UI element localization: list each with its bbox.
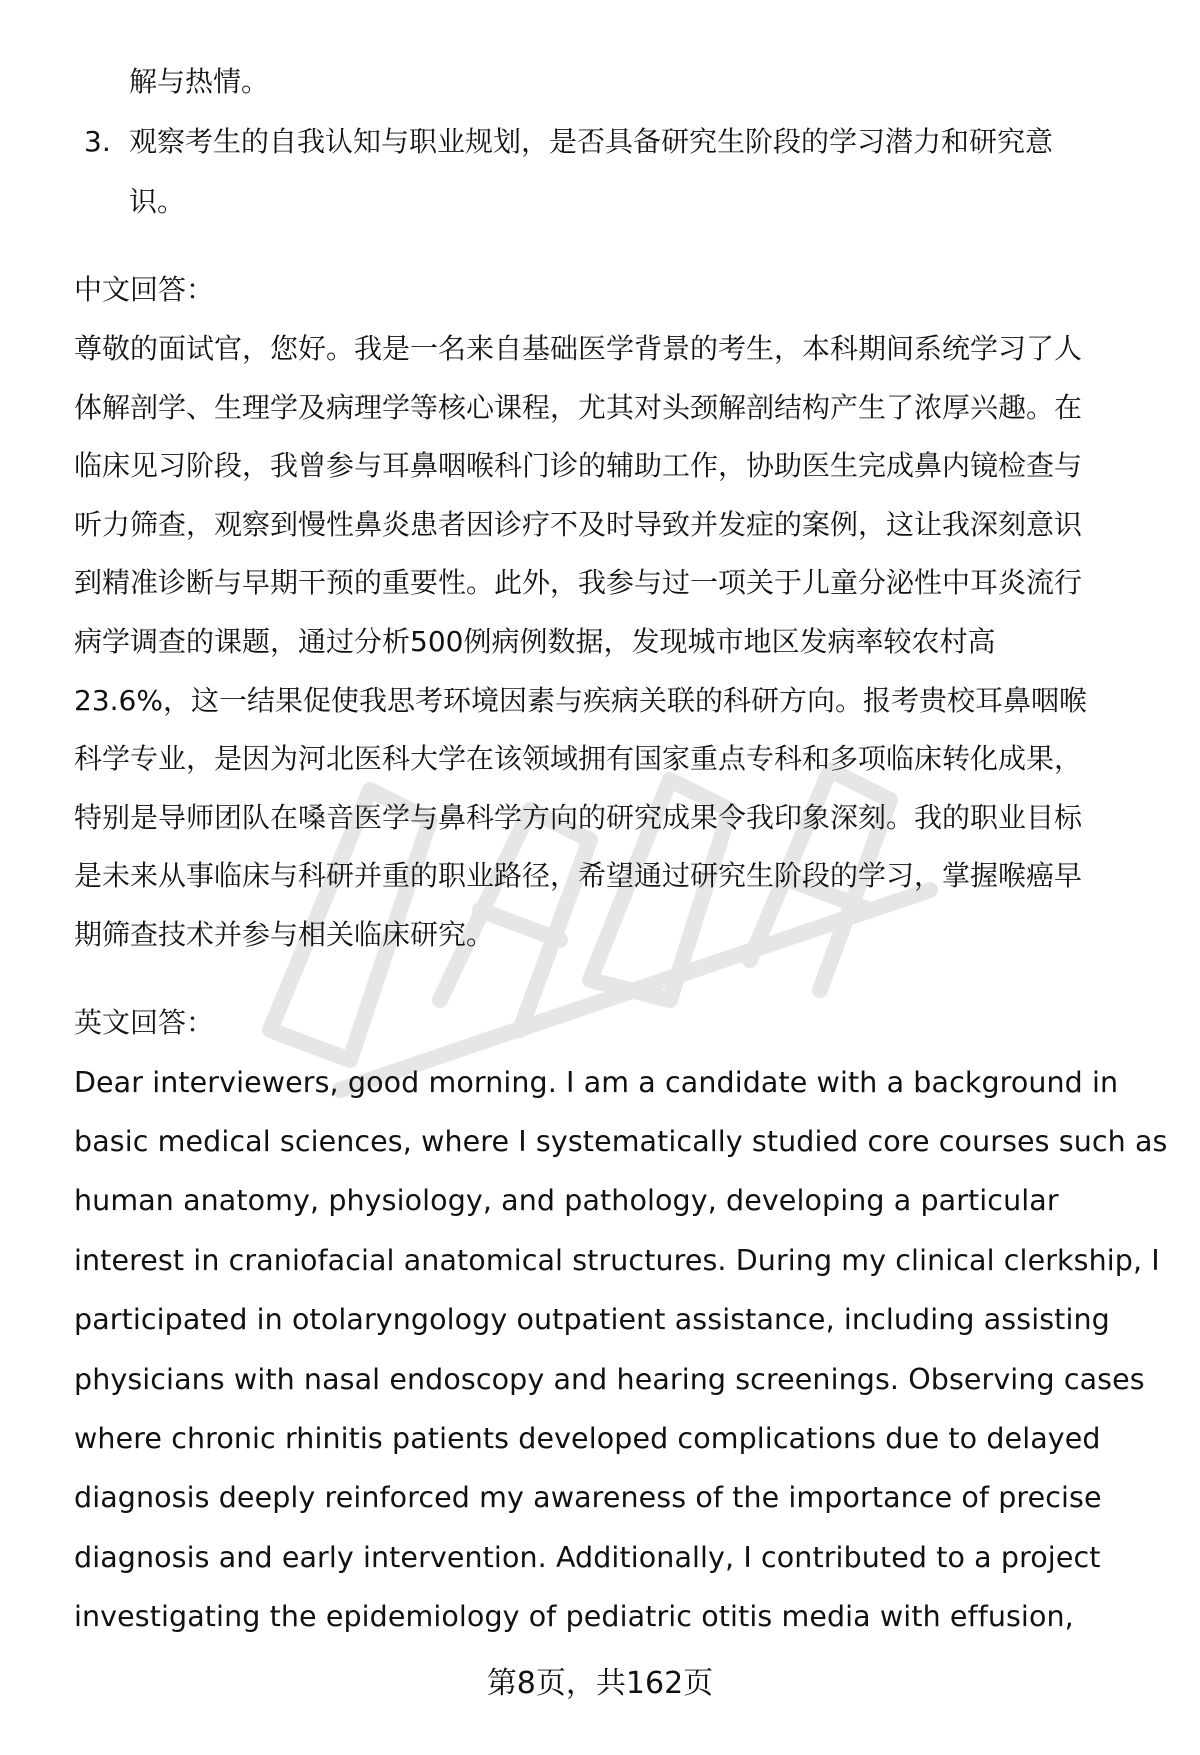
list-item-2-continuation: 解与热情。 [129,65,270,98]
paragraph-line: interest in craniofacial anatomical structures. During my clinical clerkship, I [74,1243,1160,1277]
list-item-text-line: 识。 [129,185,186,218]
paragraph-line: human anatomy, physiology, and pathology, developing a particular [74,1184,1059,1218]
paragraph-line: 听力筛查，观察到慢性鼻炎患者因诊疗不及时导致并发症的案例，这让我深刻意识 [74,507,1083,541]
paragraph-line: diagnosis deeply reinforced my awareness of the importance of precise [74,1481,1102,1515]
paragraph-line: investigating the epidemiology of pediatric otitis media with effusion, [74,1600,1074,1634]
list-item-text-line: 观察考生的自我认知与职业规划，是否具备研究生阶段的学习潜力和研究意 [129,125,1054,158]
paragraph-line: 特别是导师团队在嗓音医学与鼻科学方向的研究成果令我印象深刻。我的职业目标 [74,800,1083,834]
paragraph-line: 科学专业，是因为河北医科大学在该领域拥有国家重点专科和多项临床转化成果， [74,742,1083,776]
chinese-answer-paragraph [74,320,1134,965]
paragraph-line: 体解剖学、生理学及病理学等核心课程，尤其对头颈解剖结构产生了浓厚兴趣。在 [74,390,1083,424]
paragraph-line: diagnosis and early intervention. Additionally, I contributed to a project [74,1540,1101,1574]
chinese-answer-label: 中文回答： [74,273,215,306]
list-item-number: 3. [84,125,111,158]
paragraph-line: 到精准诊断与早期干预的重要性。此外，我参与过一项关于儿童分泌性中耳炎流行 [74,566,1083,600]
english-answer-paragraph [74,1053,1168,1647]
paragraph-line: Dear interviewers, good morning. I am a candidate with a background in [74,1065,1119,1099]
paragraph-line: 临床见习阶段，我曾参与耳鼻咽喉科门诊的辅助工作，协助医生完成鼻内镜检查与 [74,449,1083,483]
paragraph-line: basic medical sciences, where I systematically studied core courses such as [74,1124,1168,1158]
paragraph-line: 是未来从事临床与科研并重的职业路径，希望通过研究生阶段的学习，掌握喉癌早 [74,859,1083,893]
page-content [74,52,1168,1647]
page-number-footer: 第8页，共162页 [486,1666,714,1701]
paragraph-line: participated in otolaryngology outpatient assistance, including assisting [74,1303,1110,1337]
paragraph-line: where chronic rhinitis patients developed complications due to delayed [74,1421,1101,1455]
paragraph-line: 期筛查技术并参与相关临床研究。 [74,917,495,951]
paragraph-line: 病学调查的课题，通过分析500例病例数据，发现城市地区发病率较农村高 [74,624,996,658]
paragraph-line: 尊敬的面试官，您好。我是一名来自基础医学背景的考生，本科期间系统学习了人 [74,332,1083,365]
paragraph-line: 23.6%，这一结果促使我思考环境因素与疾病关联的科研方向。报考贵校耳鼻咽喉 [74,683,1087,717]
english-answer-label: 英文回答： [74,1005,215,1039]
paragraph-line: physicians with nasal endoscopy and hearing screenings. Observing cases [74,1362,1145,1396]
list-item-3 [74,112,1134,232]
